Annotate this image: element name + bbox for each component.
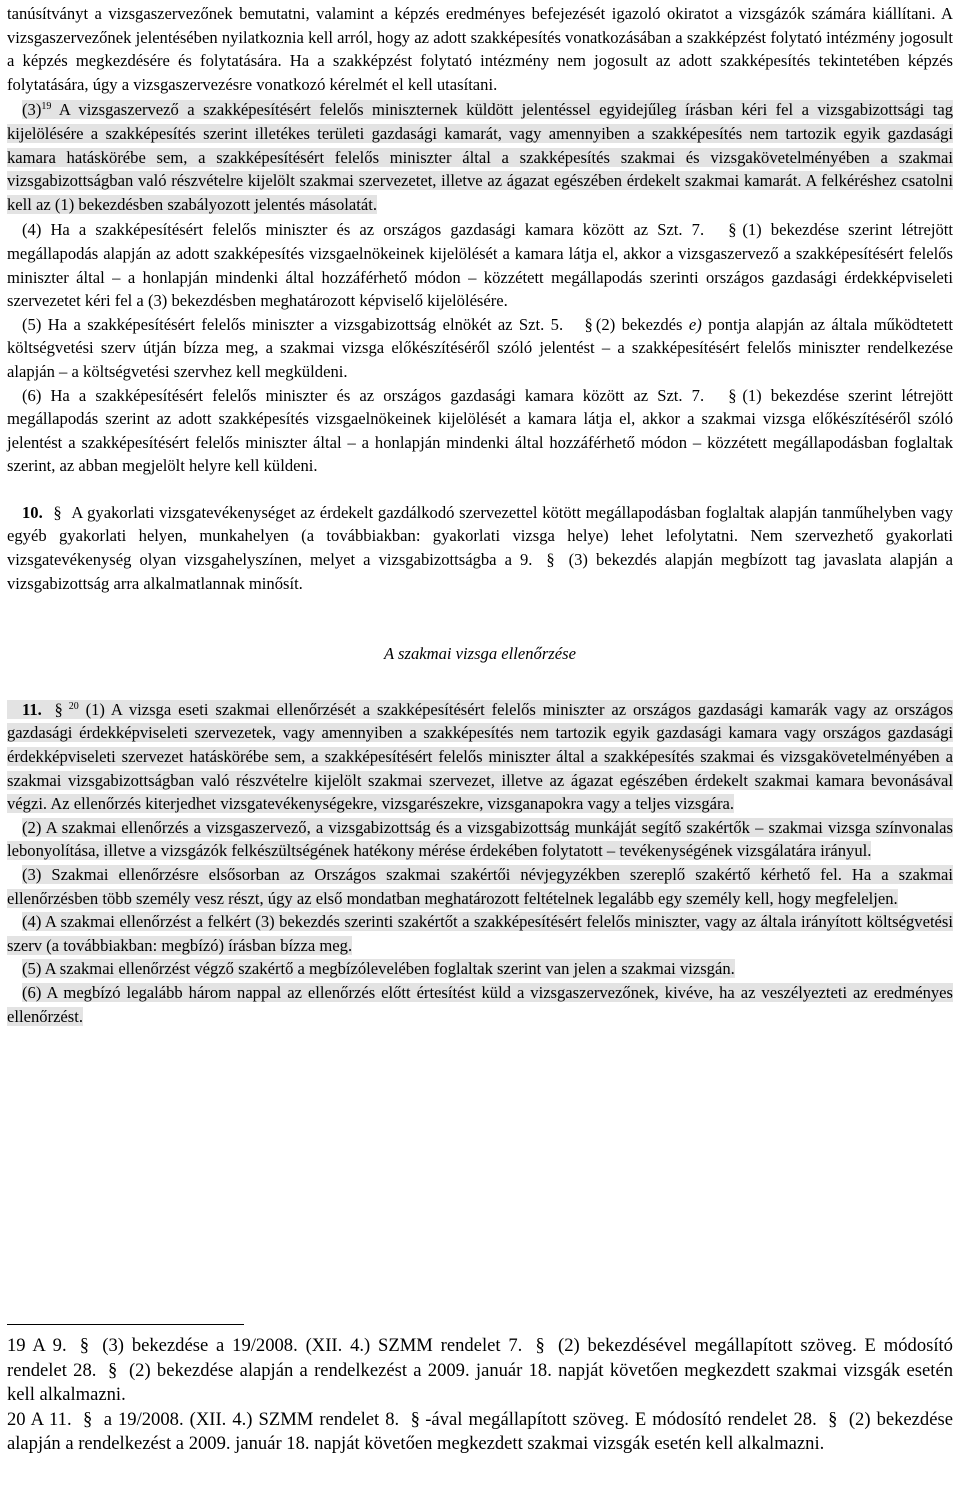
paragraph-continuation xyxy=(7,0,953,96)
footnote-19-text-b: (3) bekezdése a 19/2008. (XII. 4.) SZMM rendelet 7. xyxy=(102,1335,523,1356)
paragraph-3 xyxy=(7,98,953,216)
section-sign: § xyxy=(584,314,593,334)
footnote-20-text-b: a 19/2008. (XII. 4.) SZMM rendelet 8. xyxy=(103,1408,400,1430)
section-11-paragraph-4 xyxy=(7,910,953,957)
spacer xyxy=(7,595,953,642)
section-number: 11. xyxy=(22,699,42,719)
footnote-separator xyxy=(7,1324,244,1325)
footnote-19 xyxy=(7,1334,953,1408)
section-sign: § xyxy=(728,385,737,405)
paragraph-6 xyxy=(7,384,953,478)
section-number: 10. xyxy=(22,502,43,522)
paragraph-5-text-d: pontja alapján az általa működtetett költségvetési szerv útján bízza meg, a szakmai vizsga előkészítéséről szóló jelentést – a szakképesítésért felelős miniszter rendelkezése alapján – a költségvetési szervhez kell megküldeni. xyxy=(7,314,953,381)
paragraph-4-text-a: (4) Ha a szakképesítésért felelős miniszter és az országos gazdasági kamara között az Szt. 7. xyxy=(22,220,705,240)
paragraph-4-text-b: (1) bekezdése szerint létrejött megállapodás alapján az adott szakképesítés vizsgaelnökeinek kijelölését a kamara látja el, akkor a vizsgaszervező a szakképesítésért felelős miniszter által – a honlapján mindenki által hozzáférhető módon – közzétett megállapodás szerinti országos gazdasági érdekképviseleti szervezetet kéri fel a (3) bekezdésben meghatározott képviselő kijelölésére. xyxy=(7,220,954,311)
section-sign: § xyxy=(728,220,737,240)
section-10-text-b: (3) bekezdés alapján megbízott tag javaslata alapján a vizsgabizottság arra alkalmatlannak minősít. xyxy=(7,550,954,593)
footnote-19-text-a: 19 A 9. xyxy=(7,1335,67,1356)
footnote-20-text-d: (2) bekezdése alapján a rendelkezést a 2009. január 18. napját követően megkezdett szakmai vizsgák esetén kell alkalmazni. xyxy=(7,1408,953,1455)
section-10 xyxy=(7,501,953,595)
section-sign: § xyxy=(79,1335,90,1356)
footnote-ref-19[interactable]: 19 xyxy=(41,101,52,113)
section-11-paragraph-6 xyxy=(7,981,953,1028)
paragraph-5 xyxy=(7,313,953,384)
footnotes xyxy=(7,1334,953,1457)
paragraph-5-text-b: (2) bekezdés xyxy=(595,314,683,334)
section-sign: § xyxy=(535,1335,545,1356)
paragraph-3-text: A vizsgaszervező a szakképesítésért felelős miniszternek küldött jelentéssel egyidejűleg írásban kéri fel a vizsgabizottsági tag kijelölésére a szakképesítés szerint illetékes területi gazdasági kamarát, vagy amennyiben a szakképesítés nem tartozik egyik gazdasági kamara hatáskörébe sem, a szakképesítésért felelős miniszter által a szakképesítés szakmai és vizsgakövetelményében a szakmai vizsgabizottságban való részvételre kijelölt szakmai szervezetet, illetve az ágazat egészében érdekelt szakmai kamarát. A felkéréshez csatolni kell az (1) bekezdésben szabályozott jelentés másolatát. xyxy=(7,100,954,214)
report-statement-text: A vizsgaszervezőnek jelentésében nyilatkoznia kell arról, hogy az adott szakképesítés vonatkozásában a szakképzést folytató intézmény jogosult a képzés megkezdésére és folytatására. Ha a szakképzést folytató intézmény nem jogosult az adott szakképesítés tekintetében képzés folytatására, úgy a vizsgaszervezésre vonatkozó kérelmét el kell utasítani. xyxy=(7,4,953,94)
section-11-text-4: (4) A szakmai ellenőrzést a felkért (3) bekezdés szerinti szakértőt a szakképesítésért felelős miniszter, vagy az általa irányított költségvetési szerv (a továbbiakban: megbízó) írásban bízza meg. xyxy=(7,912,953,955)
paragraph-6-text-b: (1) bekezdése szerint létrejött megállapodás szerint az adott szakképesítés vizsgaelnökeinek kijelölését a kamara látja el, akkor a szakmai vizsga előkészítéséről szóló jelentést a szakképesítésért felelős miniszter által – a honlapján mindenki által hozzáférhető módon – közzétett megállapodásban foglaltak szerint, az abban megjelölt helyre kell küldeni. xyxy=(7,385,954,476)
section-11-paragraph-5 xyxy=(7,957,953,981)
footnote-19-text-d: (2) bekezdése alapján a rendelkezést a 2009. január 18. napját követően megkezdett szakmai vizsgák esetén kell alkalmazni. xyxy=(7,1359,953,1406)
footnote-20 xyxy=(7,1408,953,1457)
paragraph-6-text-a: (6) Ha a szakképesítésért felelős miniszter és az országos gazdasági kamara között az Szt. 7. xyxy=(22,385,705,405)
section-sign: § xyxy=(410,1408,420,1430)
section-sign: § xyxy=(54,699,63,719)
section-title: A szakmai vizsga ellenőrzése xyxy=(384,644,576,664)
section-sign: § xyxy=(83,1408,93,1430)
point-letter: e) xyxy=(688,314,702,334)
continuation-text: tanúsítványt a vizsgaszervezőnek bemutatni, valamint a képzés eredményes befejezését igazoló okiratot a vizsgázók számára kiállítani. xyxy=(7,4,936,23)
footnote-ref-20[interactable]: 20 xyxy=(68,700,79,712)
section-11-text-2: (2) A szakmai ellenőrzés a vizsgaszervező, a vizsgabizottság és a vizsgabizottság munkáját segítő szakértők – szakmai vizsga színvonalas lebonyolítása, illetve a vizsgázók felkészültségének hatékony mérése érdekében folytatott – tevékenységének vizsgálatára irányul. xyxy=(7,817,953,861)
footnote-20-text-c: -ával megállapított szöveg. E módosító rendelet 28. xyxy=(425,1408,817,1430)
section-11-paragraph-2 xyxy=(7,816,953,863)
section-sign: § xyxy=(546,550,555,570)
paragraph-4 xyxy=(7,218,953,312)
spacer xyxy=(7,666,953,698)
paragraph-5-text-a: (5) Ha a szakképesítésért felelős miniszter a vizsgabizottság elnökét az Szt. 5. xyxy=(22,314,564,334)
footnote-20-text-a: 20 A 11. xyxy=(7,1408,72,1430)
highlight-amended-text xyxy=(7,700,953,813)
section-11-text-3: (3) Szakmai ellenőrzésre elsősorban az Országos szakmai szakértői névjegyzékben szereplő szakértő kérhető fel. Ha a szakmai ellenőrzésben több személy vesz részt, úgy az első mondatban meghatározott feltételnek legalább egy személy kell, hogy megfeleljen. xyxy=(7,865,953,908)
section-11-text-1: (1) A vizsga eseti szakmai ellenőrzését a szakképesítésért felelős miniszter az országos gazdasági kamarák vagy az országos gazdasági érdekképviseleti szervezetek, vagy amennyiben a szakképesítés nem tartozik egyik gazdasági kamara vagy országos gazdasági érdekképviseleti szervezet hatáskörébe sem, a szakképesítésért felelős miniszter által a szakképesítés szakmai és vizsgakövetelményében a szakmai vizsgabizottságban való részvételre kijelölt szakmai szervezet, illetve az ágazat egészében érdekelt szakmai kamara bevonásával végzi. Az ellenőrzés kiterjedhet vizsgatevékenységekre, vizsgarészekre, vizsganapokra vagy a teljes vizsgára. xyxy=(7,699,953,814)
footnote-19-text-c: (2) bekezdésével megállapított szöveg. E módosító rendelet 28. xyxy=(7,1335,953,1381)
section-11-paragraph-3 xyxy=(7,863,953,910)
paragraph-number: (3) xyxy=(22,100,42,120)
section-10-text-a: A gyakorlati vizsgatevékenységet az érdekelt gazdálkodó szervezettel kötött megállapodásban foglaltak alapján tanműhelyben vagy egyéb gyakorlati helyen, munkahelyen (a továbbiakban: gyakorlati vizsga helye) lehet lefolytatni. Nem szervezhető gyakorlati vizsgatevékenység olyan vizsgahelyszínen, melyet a vizsgabizottságba a 9. xyxy=(7,502,953,570)
document-page xyxy=(7,0,953,1028)
section-11-text-6: (6) A megbízó legalább három nappal az ellenőrzés előtt értesítést küld a vizsgaszervezőnek, kivéve, ha az veszélyezteti az eredményes ellenőrzést. xyxy=(7,982,953,1026)
section-sign: § xyxy=(108,1359,118,1381)
spacer xyxy=(7,478,953,501)
section-11-text-5: (5) A szakmai ellenőrzést végző szakértő a megbízólevelében foglaltak szerint van jelen a szakmai vizsgán. xyxy=(22,959,735,979)
section-sign: § xyxy=(53,502,62,522)
section-11-paragraph-1 xyxy=(7,698,953,816)
section-sign: § xyxy=(828,1408,838,1430)
highlight-amended-text xyxy=(7,100,953,213)
